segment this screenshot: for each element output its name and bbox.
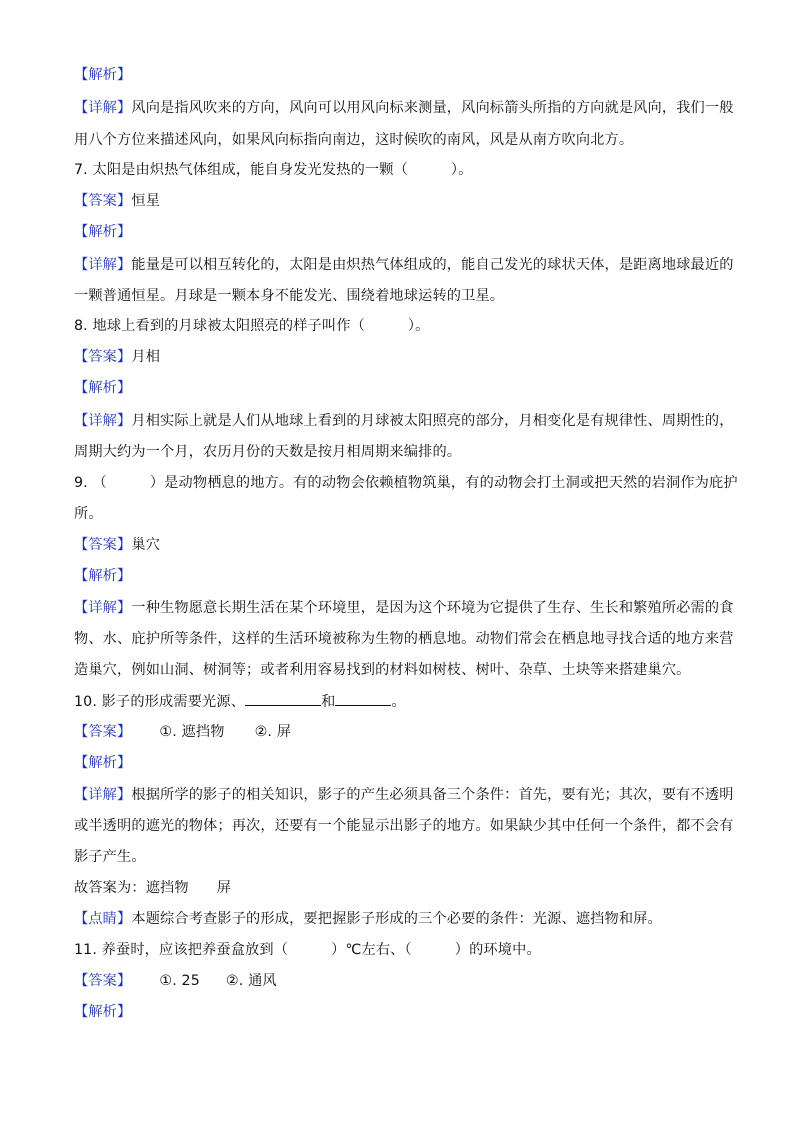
detail-paragraph-line: 【详解】根据所学的影子的相关知识，影子的产生必须具备三个条件：首先，要有光；其次，要有不透明 bbox=[74, 787, 734, 803]
answer-line: 【答案】月相 bbox=[74, 349, 161, 365]
detail-paragraph-line: 【详解】能量是可以相互转化的，太阳是由炽热气体组成的，能自己发光的球状天体，是距离地球最近的 bbox=[74, 257, 734, 273]
question-7: 7. 太阳是由炽热气体组成，能自身发光发热的一颗（ ）。 bbox=[74, 162, 473, 178]
answer-line: 【答案】巢穴 bbox=[74, 537, 161, 553]
detail-paragraph-line: 物、水、庇护所等条件，这样的生活环境被称为生物的栖息地。动物们常会在栖息地寻找合适的地方来营 bbox=[74, 631, 734, 647]
detail-paragraph-line: 【详解】风向是指风吹来的方向，风向可以用风向标来测量，风向标箭头所指的方向就是风向，我们一般 bbox=[74, 100, 734, 116]
analysis-heading: 【解析】 bbox=[74, 568, 132, 584]
detail-paragraph-line: 造巢穴，例如山洞、树洞等；或者利用容易找到的材料如树枝、树叶、杂草、土块等来搭建巢穴。 bbox=[74, 662, 691, 678]
fill-blank-2 bbox=[335, 691, 391, 706]
question-9-continued: 所。 bbox=[74, 506, 103, 522]
detail-paragraph-line: 用八个方位来描述风向，如果风向标指向南边，这时候吹的南风，风是从南方吹向北方。 bbox=[74, 132, 634, 148]
detail-paragraph-line: 或半透明的遮光的物体；再次，还要有一个能显示出影子的地方。如果缺少其中任何一个条件，都不会有 bbox=[74, 818, 734, 834]
answer-line: 【答案】恒星 bbox=[74, 193, 161, 209]
detail-paragraph-line: 周期大约为一个月，农历月份的天数是按月相周期来编排的。 bbox=[74, 444, 462, 460]
analysis-heading: 【解析】 bbox=[74, 755, 132, 771]
answer-line: 【答案】 ①. 遮挡物 ②. 屏 bbox=[74, 724, 292, 740]
analysis-heading: 【解析】 bbox=[74, 1004, 132, 1020]
question-8: 8. 地球上看到的月球被太阳照亮的样子叫作（ ）。 bbox=[74, 318, 430, 334]
key-point-line: 【点睛】本题综合考查影子的形成，要把握影子形成的三个必要的条件：光源、遮挡物和屏。 bbox=[74, 911, 662, 927]
analysis-heading: 【解析】 bbox=[74, 67, 132, 83]
question-10: 10. 影子的形成需要光源、 和 。 bbox=[74, 691, 406, 711]
question-9: 9. （ ）是动物栖息的地方。有的动物会依赖植物筑巢，有的动物会打土洞或把天然的岩洞作为庇护 bbox=[74, 475, 738, 491]
question-11: 11. 养蚕时，应该把养蚕盒放到（ ）℃左右、（ ）的环境中。 bbox=[74, 942, 541, 958]
analysis-heading: 【解析】 bbox=[74, 224, 132, 240]
answer-line: 【答案】 ①. 25 ②. 通风 bbox=[74, 973, 277, 989]
answer-summary: 故答案为：遮挡物 屏 bbox=[74, 880, 232, 896]
detail-paragraph-line: 【详解】月相实际上就是人们从地球上看到的月球被太阳照亮的部分，月相变化是有规律性、周期性的， bbox=[74, 413, 734, 429]
detail-paragraph-line: 一颗普通恒星。月球是一颗本身不能发光、围绕着地球运转的卫星。 bbox=[74, 288, 505, 304]
fill-blank-1 bbox=[245, 691, 321, 706]
detail-paragraph-line: 影子产生。 bbox=[74, 849, 146, 865]
analysis-heading: 【解析】 bbox=[74, 380, 132, 396]
detail-paragraph-line: 【详解】一种生物愿意长期生活在某个环境里，是因为这个环境为它提供了生存、生长和繁殖所必需的食 bbox=[74, 600, 734, 616]
